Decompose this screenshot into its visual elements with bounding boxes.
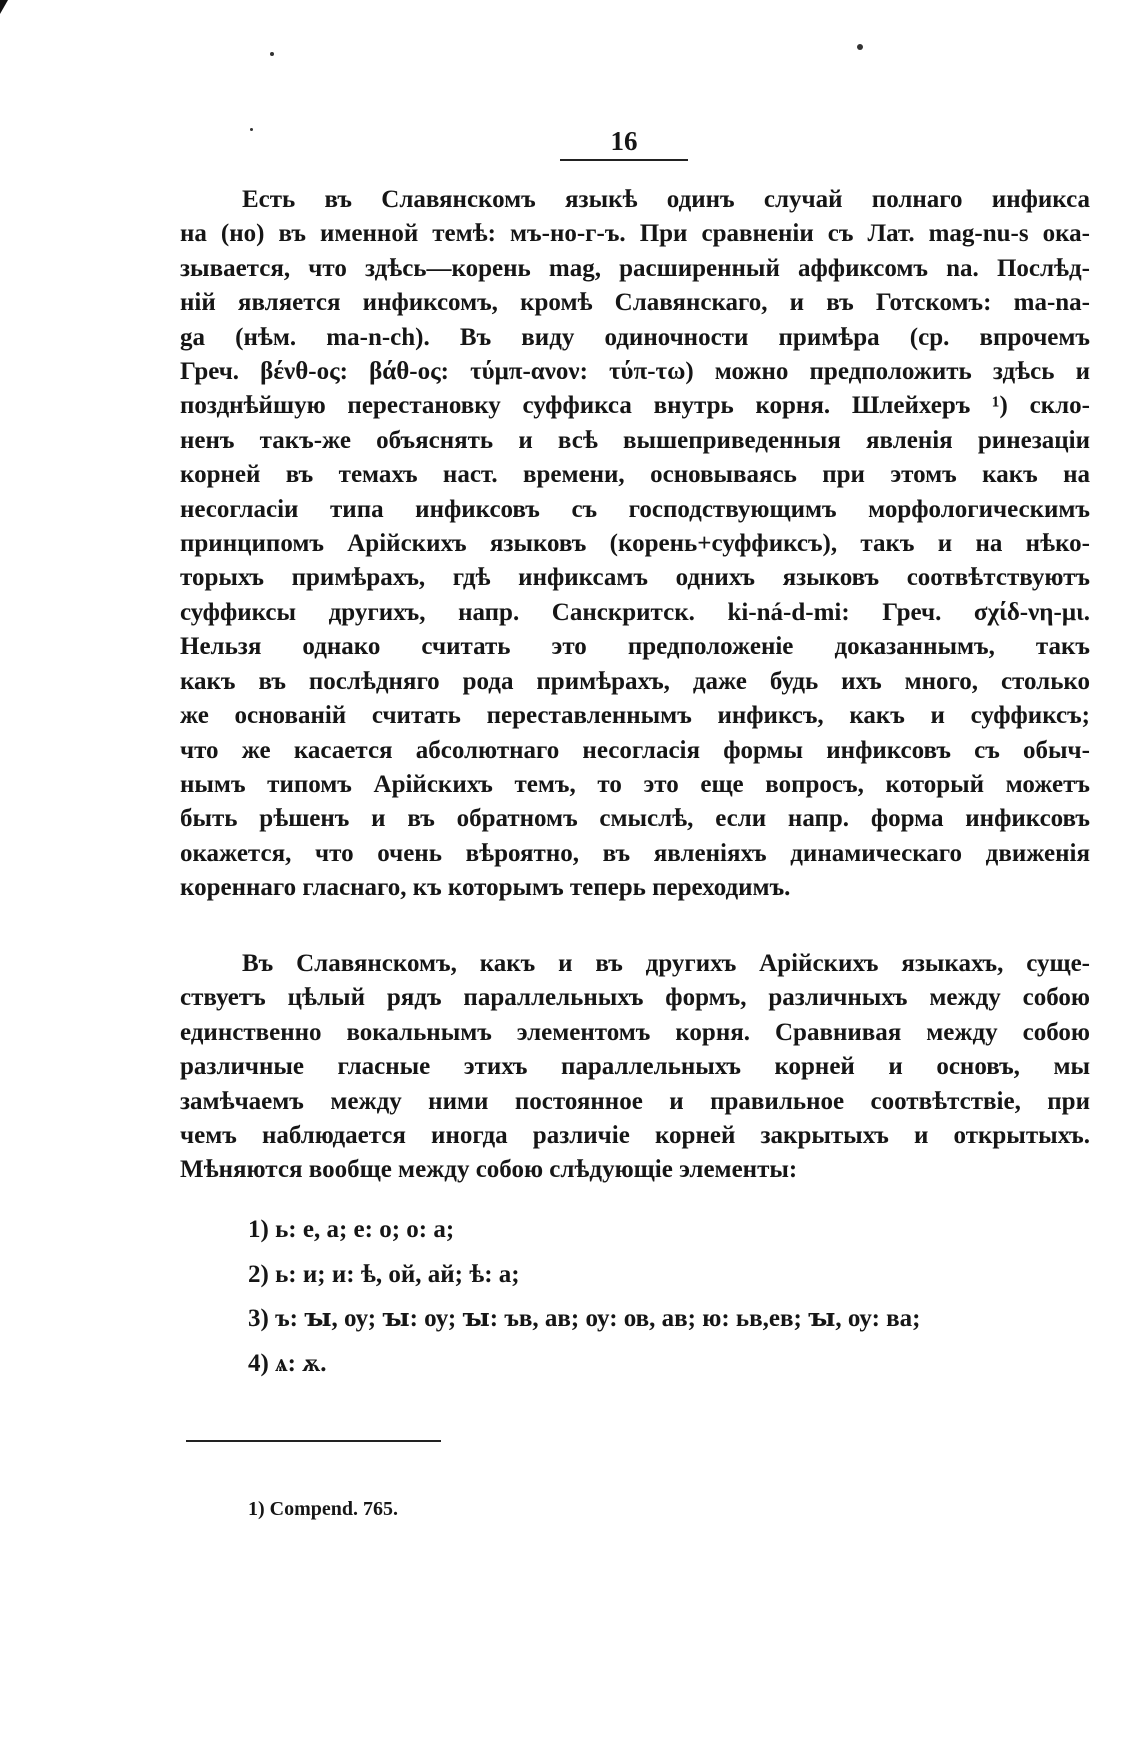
ink-speck bbox=[270, 52, 274, 56]
text-line: позднѣйшую перестановку суффикса внутрь корня. Шлейхеръ ¹) скло- bbox=[180, 392, 1090, 420]
vowel-alternation-list bbox=[248, 1208, 921, 1386]
text-line: суффиксы другихъ, напр. Санскритск. ki-ná-d-mi: Греч. σχίδ-νη-μι. bbox=[180, 598, 1090, 626]
text-line: нымъ типомъ Арійскихъ темъ, то это еще вопросъ, который можетъ bbox=[180, 770, 1090, 798]
ink-speck bbox=[250, 128, 253, 131]
paragraph-2 bbox=[180, 947, 1090, 1188]
text-line: Мѣняются вообще между собою слѣдующіе элементы: bbox=[180, 1156, 798, 1184]
text-line: торыхъ примѣрахъ, гдѣ инфиксамъ однихъ языковъ соотвѣтствуютъ bbox=[180, 564, 1090, 592]
text-line: на (но) въ именной темѣ: мъ-но-г-ъ. При сравненіи съ Лат. mag-nu-s ока- bbox=[180, 220, 1090, 248]
text-line: различные гласные этихъ параллельныхъ корней и основъ, мы bbox=[180, 1053, 1090, 1081]
list-item: 1) ь: е, а; е: о; о: а; bbox=[248, 1216, 455, 1243]
text-line: несогласіи типа инфиксовъ съ господствующимъ морфологическимъ bbox=[180, 495, 1090, 523]
page-number: 16 bbox=[560, 126, 688, 161]
text-line: окажется, что очень вѣроятно, въ явленіяхъ динамическаго движенія bbox=[180, 839, 1090, 867]
text-line: ствуетъ цѣлый рядъ параллельныхъ формъ, различныхъ между собою bbox=[180, 984, 1090, 1012]
text-line: ненъ такъ-же объяснять и всѣ вышеприведенныя явленія ринезаціи bbox=[180, 426, 1090, 454]
text-line: какъ въ послѣдняго рода примѣрахъ, даже будь ихъ много, столько bbox=[180, 667, 1090, 695]
text-line: принципомъ Арійскихъ языковъ (корень+суффиксъ), такъ и на нѣко- bbox=[180, 530, 1090, 558]
text-line: Греч. βένθ-ος: βάθ-ος: τύμπ-ανον: τύπ-τω) можно предположить здѣсь и bbox=[180, 358, 1090, 386]
text-line: замѣчаемъ между ними постоянное и правильное соотвѣтствіе, при bbox=[180, 1087, 1090, 1115]
text-line: единственно вокальнымъ элементомъ корня. Сравнивая между собою bbox=[180, 1018, 1090, 1046]
text-line: корней въ темахъ наст. времени, основываясь при этомъ какъ на bbox=[180, 461, 1090, 489]
page-corner-mark bbox=[0, 0, 8, 14]
text-line: что же касается абсолютнаго несогласія формы инфиксовъ съ обыч- bbox=[180, 736, 1090, 764]
list-item: 4) ѧ: ѫ. bbox=[248, 1349, 327, 1377]
list-item: 2) ь: и; и: ѣ, ой, ай; ѣ: а; bbox=[248, 1260, 520, 1288]
text-line: Нельзя однако считать это предположеніе доказаннымъ, такъ bbox=[180, 633, 1090, 661]
paragraph-1 bbox=[180, 183, 1090, 906]
ink-speck bbox=[857, 44, 863, 50]
text-line: кореннаго гласнаго, къ которымъ теперь переходимъ. bbox=[180, 874, 791, 902]
list-item: 3) ъ: ꙑ, оу; ꙑ: оу; ꙑ: ъв, ав; оу: ов, ав; ю: ьв,ев; ꙑ, оу: ва; bbox=[248, 1305, 921, 1332]
text-line: зывается, что здѣсь—корень mag, расширенный аффиксомъ na. Послѣд- bbox=[180, 254, 1090, 282]
text-line: же основаній считать переставленнымъ инфиксъ, какъ и суффиксъ; bbox=[180, 702, 1090, 730]
footnote: 1) Compend. 765. bbox=[248, 1498, 399, 1520]
text-line: быть рѣшенъ и въ обратномъ смыслѣ, если напр. форма инфиксовъ bbox=[180, 805, 1090, 833]
text-line: ній является инфиксомъ, кромѣ Славянскаго, и въ Готскомъ: ma-na- bbox=[180, 289, 1090, 317]
text-line: чемъ наблюдается иногда различіе корней закрытыхъ и открытыхъ. bbox=[180, 1122, 1090, 1150]
footnote-divider bbox=[186, 1440, 441, 1442]
text-line: ga (нѣм. ma-n-ch). Въ виду одиночности примѣра (ср. впрочемъ bbox=[180, 323, 1090, 351]
text-line: Есть въ Славянскомъ языкѣ одинъ случай полнаго инфикса bbox=[242, 186, 1090, 213]
text-line: Въ Славянскомъ, какъ и въ другихъ Арійскихъ языкахъ, суще- bbox=[242, 950, 1090, 977]
